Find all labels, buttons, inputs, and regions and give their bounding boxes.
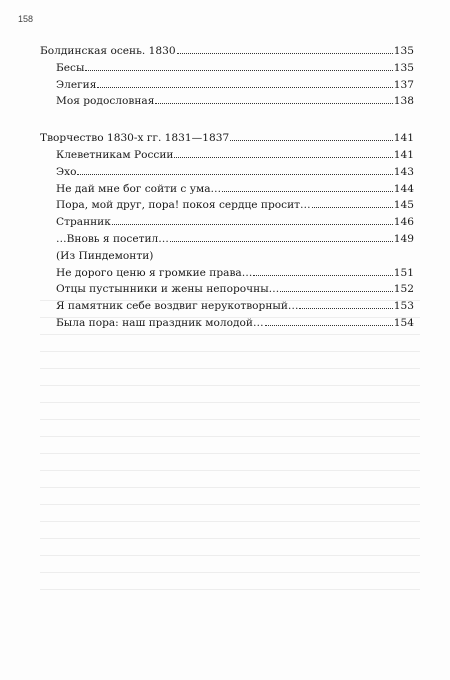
toc-entry-title: Отцы пустынники и жены непорочны… bbox=[56, 283, 280, 296]
toc-entry-title: Бесы bbox=[56, 61, 85, 74]
toc-dot-leader bbox=[230, 140, 393, 141]
toc-entry bbox=[40, 164, 414, 181]
toc-dot-leader bbox=[265, 325, 393, 326]
toc-entry bbox=[40, 298, 414, 315]
toc-entry-title: Эхо bbox=[56, 165, 77, 178]
toc-entry-title: Не дорого ценю я громкие права… bbox=[56, 266, 253, 279]
toc-entry bbox=[40, 197, 414, 214]
toc-dot-leader bbox=[177, 53, 393, 54]
toc-entry-title: Не дай мне бог сойти с ума… bbox=[56, 182, 222, 195]
toc-entry bbox=[40, 281, 414, 298]
toc-section-heading bbox=[40, 43, 414, 60]
toc-section-heading bbox=[40, 130, 414, 147]
toc-dot-leader bbox=[97, 87, 392, 88]
toc-entry-page: 143 bbox=[393, 165, 414, 178]
toc-dot-leader bbox=[280, 291, 393, 292]
toc-entry-page: 144 bbox=[393, 182, 414, 195]
toc-entry-page: 141 bbox=[393, 132, 414, 145]
toc-entry bbox=[40, 147, 414, 164]
toc-entry-title: Моя родословная bbox=[56, 95, 155, 108]
toc-dot-leader bbox=[253, 275, 392, 276]
toc-entry bbox=[40, 60, 414, 77]
table-of-contents bbox=[40, 43, 414, 352]
toc-entry-title: Болдинская осень. 1830 bbox=[40, 45, 176, 57]
toc-entry-title: Клеветникам России bbox=[56, 148, 174, 161]
toc-entry-page: 154 bbox=[393, 316, 414, 329]
toc-dot-leader bbox=[222, 191, 393, 192]
toc-entry bbox=[40, 265, 414, 282]
toc-entry-title: Пора, мой друг, пора! покоя сердце просит… bbox=[56, 199, 311, 212]
toc-entry-page: 141 bbox=[393, 148, 414, 161]
toc-entry bbox=[40, 181, 414, 198]
toc-entry bbox=[40, 77, 414, 94]
toc-dot-leader bbox=[155, 103, 392, 104]
toc-entry-page: 152 bbox=[393, 283, 414, 296]
page-number: 158 bbox=[18, 14, 34, 24]
toc-entry-title: Была пора: наш праздник молодой… bbox=[56, 316, 264, 329]
toc-entry-page: 151 bbox=[393, 266, 414, 279]
toc-dot-leader bbox=[170, 241, 393, 242]
toc-entry-title: Элегия bbox=[56, 78, 97, 91]
toc-dot-leader bbox=[77, 174, 392, 175]
toc-entry bbox=[40, 315, 414, 332]
toc-entry bbox=[40, 93, 414, 110]
toc-entry-page: 135 bbox=[393, 61, 414, 74]
toc-entry-title: Странник bbox=[56, 216, 111, 229]
toc-entry bbox=[40, 214, 414, 231]
toc-entry-title: (Из Пиндемонти) bbox=[56, 249, 154, 262]
toc-dot-leader bbox=[174, 157, 392, 158]
toc-entry bbox=[40, 231, 414, 248]
toc-entry-page: 153 bbox=[393, 300, 414, 313]
toc-entry-page: 137 bbox=[393, 78, 414, 91]
toc-entry-page: 145 bbox=[393, 199, 414, 212]
toc-dot-leader bbox=[85, 70, 392, 71]
toc-entry-title: Я памятник себе воздвиг нерукотворный… bbox=[56, 300, 299, 313]
toc-entry-page: 135 bbox=[393, 45, 414, 57]
toc-dot-leader bbox=[312, 207, 393, 208]
toc-section-1830s bbox=[40, 130, 414, 332]
bleed-through-texture bbox=[40, 300, 420, 660]
toc-entry-title: Творчество 1830-х гг. 1831—1837 bbox=[40, 132, 230, 145]
toc-entry-page: 149 bbox=[393, 232, 414, 245]
toc-entry-title: …Вновь я посетил… bbox=[56, 232, 169, 245]
toc-entry-page: 138 bbox=[393, 95, 414, 108]
toc-entry-page: 146 bbox=[393, 216, 414, 229]
toc-entry bbox=[40, 248, 414, 265]
toc-dot-leader bbox=[299, 308, 392, 309]
toc-section-boldino bbox=[40, 43, 414, 110]
toc-dot-leader bbox=[112, 224, 393, 225]
